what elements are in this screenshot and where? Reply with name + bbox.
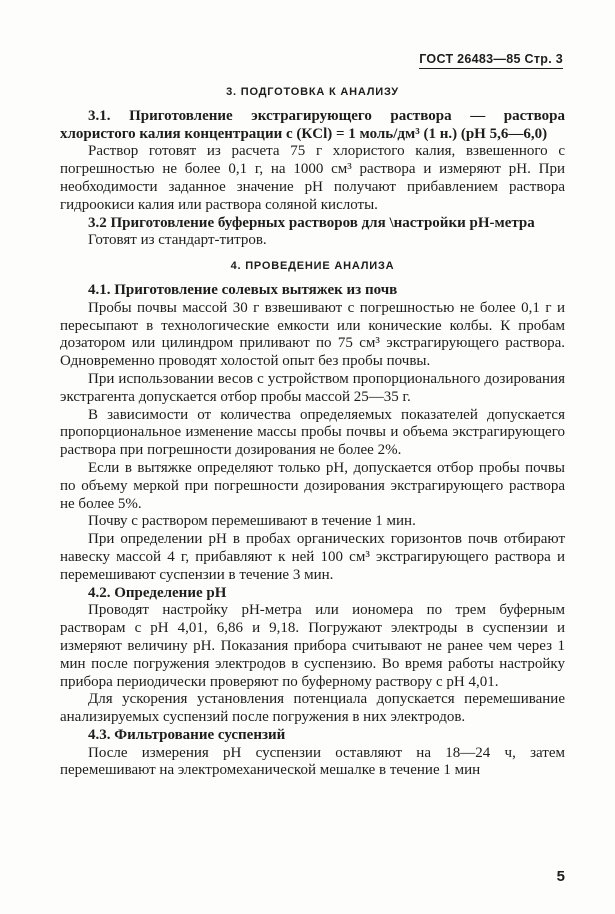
section-3-2-heading: 3.2 Приготовление буферных растворов для \настройки рН-метра xyxy=(88,214,535,231)
section-4-1-paragraph-2: При использовании весов с устройством пропорционального дозирования экстрагента допускается отбор пробы массой 25—35 г. xyxy=(60,370,565,405)
section-4-title: 4. ПРОВЕДЕНИЕ АНАЛИЗА xyxy=(230,260,395,273)
section-4-1-paragraph-3: В зависимости от количества определяемых показателей допускается пропорциональное изменение массы пробы почвы и объема экстрагирующего раствора при погрешности дозирования не более 2%. xyxy=(60,406,565,459)
section-4-2-heading-text: 4.2. Определение рН xyxy=(88,584,227,601)
section-4-2-heading xyxy=(60,585,565,603)
page-number: 5 xyxy=(556,868,565,885)
section-4-2-paragraph-2: Для ускорения установления потенциала допускается перемешивание анализируемых суспензий после погружения в них электродов. xyxy=(60,691,565,726)
header-text: ГОСТ 26483—85 Стр. 3 xyxy=(419,52,563,66)
section-4-1-heading xyxy=(60,282,565,300)
section-4-1-paragraph-5: Почву с раствором перемешивают в течение 1 мин. xyxy=(88,513,416,530)
section-4-2-paragraph-1: Проводят настройку рН-метра или иономера по трем буферным растворам с рН 4,01, 6,86 и 9,18. Погружают электроды в суспензии и измеряют величину рН. Показания прибора считывают не ранее чем через 1 мин после погружения электродов в суспензию. Во время работы настройку прибора периодически проверяют по буферному раствору с рН 4,01. xyxy=(60,602,565,690)
page-content xyxy=(60,80,565,780)
section-4-1-paragraph-1: Пробы почвы массой 30 г взвешивают с погрешностью не более 0,1 г и пересыпают в технологические емкости или конические колбы. К пробам дозатором или цилиндром приливают по 75 см³ экстрагирующего раствора. Одновременно проводят холостой опыт без пробы почвы. xyxy=(60,299,565,370)
header-rule xyxy=(419,68,563,69)
section-4-3-heading-text: 4.3. Фильтрование суспензий xyxy=(88,726,286,743)
section-4-1-heading-text: 4.1. Приготовление солевых вытяжек из почв xyxy=(88,281,398,298)
section-4-3-heading xyxy=(60,727,565,745)
section-4-1-paragraph-6: При определении рН в пробах органических горизонтов почв отбирают навеску массой 4 г, прибавляют к ней 100 см³ экстрагирующего раствора и перемешивают суспензии в течение 3 мин. xyxy=(60,531,565,583)
page-header xyxy=(419,52,563,66)
section-3-title: 3. ПОДГОТОВКА К АНАЛИЗУ xyxy=(226,86,399,98)
section-3-2-text: Готовят из стандарт-титров. xyxy=(88,232,267,249)
section-4-1-paragraph-4: Если в вытяжке определяют только рН, допускается отбор пробы почвы по объему меркой при погрешности дозирования экстрагирующего раствора не более 5%. xyxy=(60,459,565,512)
section-3-1-heading: 3.1. Приготовление экстрагирующего раствора — раствора хлористого калия концентрации с (КCl) = 1 моль/дм³ (1 н.) (рН 5,6—6,0) xyxy=(60,107,565,142)
section-4-3-paragraph-1: После измерения рН суспензии оставляют на 18—24 ч, затем перемешивают на электромеханической мешалке в течение 1 мин xyxy=(60,744,565,779)
section-3-1-text: Раствор готовят из расчета 75 г хлористого калия, взвешенного с погрешностью не более 0,1 г, на 1000 см³ раствора и измеряют рН. При необходимости заданное значение рН получают прибавлением раствора гидроокиси калия или раствора соляной кислоты. xyxy=(60,143,565,213)
